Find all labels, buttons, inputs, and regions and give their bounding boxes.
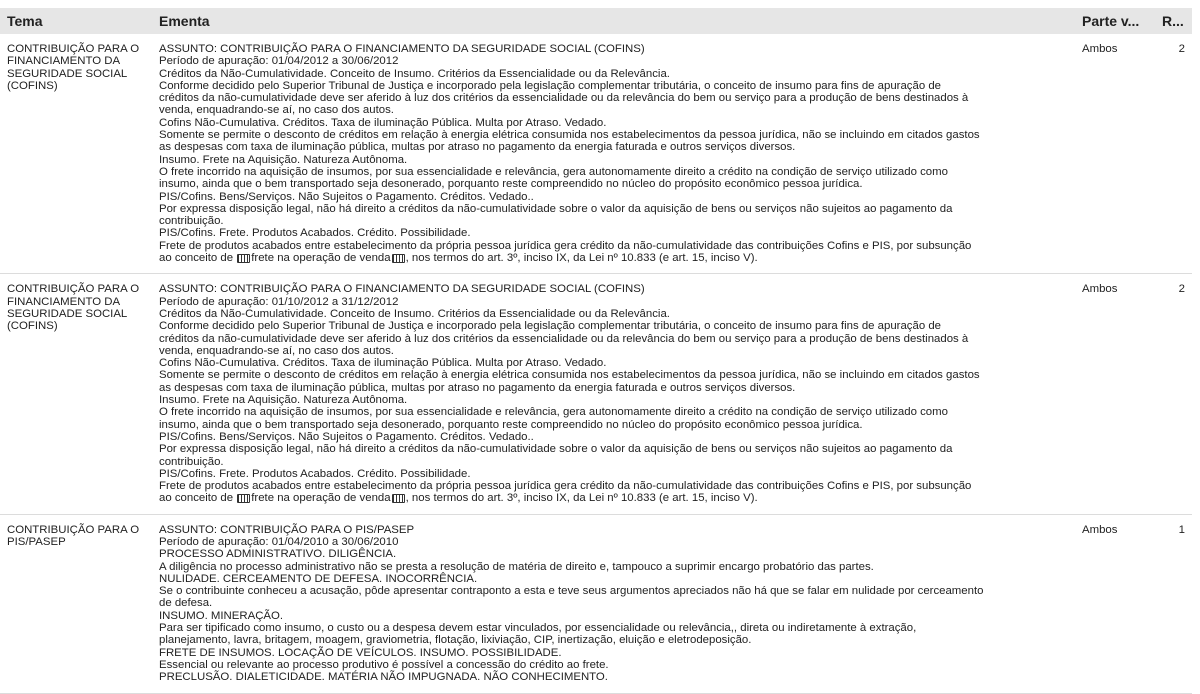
cell-ementa [152, 524, 1076, 684]
ementa-text: , nos termos do art. 3º, inciso IX, da Lei nº 10.833 (e art. 15, inciso V). [405, 492, 758, 505]
ementa-line: Período de apuração: 01/10/2012 a 31/12/2012 [159, 295, 399, 308]
table-row[interactable] [0, 515, 1192, 694]
ementa-line: créditos da não-cumulatividade deve ser aferido à luz dos critérios da essencialidade ou da relevância do bem ou serviço para a produção de bens destinados à [159, 92, 969, 105]
table-header [0, 8, 1192, 34]
table-body [0, 34, 1192, 694]
cell-parte: Ambos [1082, 283, 1118, 296]
ementa-line: Frete de produtos acabados entre estabelecimento da própria pessoa jurídica gera crédito da não-cumulatividade das contribuições Cofins e PIS, por subsunção [159, 239, 972, 252]
ementa-line: insumo, ainda que o bem transportado seja desonerado, porquanto reste compreendido no núcleo do propósito econômico pessoa jurídica. [159, 418, 863, 431]
quote-close-icon [392, 254, 405, 263]
ementa-line: as despesas com taxa de iluminação pública, multas por atraso no pagamento da energia faturada e outros serviços diversos. [159, 141, 796, 154]
ementa-line: Insumo. Frete na Aquisição. Natureza Autônoma. [159, 153, 408, 166]
ementa-text: , nos termos do art. 3º, inciso IX, da Lei nº 10.833 (e art. 15, inciso V). [405, 252, 758, 265]
cell-parte: Ambos [1082, 43, 1118, 55]
cell-r: 2 [1178, 283, 1185, 296]
ementa-line: NULIDADE. CERCEAMENTO DE DEFESA. INOCORRÊNCIA. [159, 572, 478, 585]
ementa-line: Essencial ou relevante ao processo produtivo é possível a concessão do crédito ao frete. [159, 658, 609, 671]
cell-ementa [152, 43, 1076, 264]
table-row[interactable] [0, 34, 1192, 274]
quote-close-icon [392, 494, 405, 503]
column-header-r[interactable]: R... [1162, 13, 1184, 29]
ementa-line: Cofins Não-Cumulativa. Créditos. Taxa de iluminação Pública. Multa por Atraso. Vedado. [159, 357, 607, 370]
ementa-line: Se o contribuinte conheceu a acusação, pôde apresentar contraponto a esta e teve seus argumentos apreciados não há que se falar em nulidade por cerceamento [159, 585, 984, 598]
ementa-line: insumo, ainda que o bem transportado seja desonerado, porquanto reste compreendido no núcleo do propósito econômico pessoa jurídica. [159, 178, 863, 191]
results-table [0, 8, 1192, 694]
ementa-text: frete na operação de venda [251, 252, 391, 265]
ementa-line: PIS/Cofins. Frete. Produtos Acabados. Crédito. Possibilidade. [159, 467, 471, 480]
ementa-line: Cofins Não-Cumulativa. Créditos. Taxa de iluminação Pública. Multa por Atraso. Vedado. [159, 116, 607, 129]
ementa-line: Por expressa disposição legal, não há direito a créditos da não-cumulatividade sobre o valor da aquisição de bens ou serviços não sujeitos ao pagamento da [159, 202, 953, 215]
ementa-line: Período de apuração: 01/04/2010 a 30/06/2010 [159, 535, 399, 548]
ementa-line: venda, enquadrando-se aí, no caso dos autos. [159, 344, 394, 357]
ementa-line: Créditos da Não-Cumulatividade. Conceito de Insumo. Critérios da Essencialidade ou da Relevância. [159, 307, 670, 320]
ementa-line: Conforme decidido pelo Superior Tribunal de Justiça e incorporado pela legislação complementar tributária, o conceito de insumo para fins de apuração de [159, 320, 941, 333]
ementa-line: O frete incorrido na aquisição de insumos, por sua essencialidade e relevância, gera autonomamente direito a crédito na condição de serviço utilizado como [159, 165, 948, 178]
ementa-line: A diligência no processo administrativo não se presta a resolução de matéria de direito e, tampouco a suprimir encargo probatório das partes. [159, 560, 874, 573]
ementa-line: Conforme decidido pelo Superior Tribunal de Justiça e incorporado pela legislação complementar tributária, o conceito de insumo para fins de apuração de [159, 79, 941, 92]
ementa-line: PIS/Cofins. Bens/Serviços. Não Sujeitos o Pagamento. Créditos. Vedado.. [159, 190, 534, 203]
ementa-line: FRETE DE INSUMOS. LOCAÇÃO DE VEÍCULOS. INSUMO. POSSIBILIDADE. [159, 646, 562, 659]
ementa-line [159, 252, 1066, 264]
column-header-ementa[interactable]: Ementa [159, 13, 210, 29]
cell-ementa [152, 283, 1076, 504]
cell-parte: Ambos [1082, 523, 1118, 536]
ementa-line: PIS/Cofins. Bens/Serviços. Não Sujeitos o Pagamento. Créditos. Vedado.. [159, 430, 534, 443]
ementa-line: ASSUNTO: CONTRIBUIÇÃO PARA O FINANCIAMENTO DA SEGURIDADE SOCIAL (COFINS) [159, 43, 645, 55]
ementa-text: frete na operação de venda [251, 492, 391, 505]
ementa-text: ao conceito de [159, 492, 237, 505]
ementa-line: PROCESSO ADMINISTRATIVO. DILIGÊNCIA. [159, 548, 397, 561]
ementa-line: ASSUNTO: CONTRIBUIÇÃO PARA O PIS/PASEP [159, 523, 415, 536]
ementa-line: ASSUNTO: CONTRIBUIÇÃO PARA O FINANCIAMENTO DA SEGURIDADE SOCIAL (COFINS) [159, 283, 645, 296]
ementa-text: ao conceito de [159, 252, 237, 265]
column-header-tema[interactable]: Tema [7, 13, 43, 29]
quote-open-icon [237, 494, 250, 503]
ementa-line: Frete de produtos acabados entre estabelecimento da própria pessoa jurídica gera crédito da não-cumulatividade das contribuições Cofins e PIS, por subsunção [159, 480, 972, 493]
table-row[interactable] [0, 274, 1192, 514]
ementa-line: INSUMO. MINERAÇÃO. [159, 609, 284, 622]
ementa-line: PRECLUSÃO. DIALETICIDADE. MATÉRIA NÃO IMPUGNADA. NÃO CONHECIMENTO. [159, 671, 608, 684]
cell-tema: CONTRIBUIÇÃO PARA O PIS/PASEP [7, 523, 140, 548]
ementa-line: contribuição. [159, 455, 224, 468]
ementa-line: venda, enquadrando-se aí, no caso dos autos. [159, 104, 394, 117]
ementa-line: de defesa. [159, 597, 213, 610]
ementa-line: planejamento, lavra, britagem, moagem, graviometria, flotação, lixiviação, CIP, inertização, eluição e eletrodeposição. [159, 634, 752, 647]
cell-r: 2 [1178, 43, 1185, 55]
cell-r: 1 [1178, 523, 1185, 536]
ementa-line: créditos da não-cumulatividade deve ser aferido à luz dos critérios da essencialidade ou da relevância do bem ou serviço para a produção de bens destinados à [159, 332, 969, 345]
column-header-parte[interactable]: Parte v... [1082, 13, 1140, 29]
ementa-line: PIS/Cofins. Frete. Produtos Acabados. Crédito. Possibilidade. [159, 227, 471, 240]
ementa-line [159, 492, 1066, 504]
ementa-line: as despesas com taxa de iluminação pública, multas por atraso no pagamento da energia faturada e outros serviços diversos. [159, 381, 796, 394]
ementa-line: Somente se permite o desconto de créditos em relação à energia elétrica consumida nos estabelecimentos da pessoa jurídica, não se incluindo em citados gastos [159, 129, 980, 142]
ementa-line: Por expressa disposição legal, não há direito a créditos da não-cumulatividade sobre o valor da aquisição de bens ou serviços não sujeitos ao pagamento da [159, 443, 953, 456]
ementa-line: Para ser tipificado como insumo, o custo ou a despesa devem estar vinculados, por essencialidade ou relevância,, direta ou indiretamente à extração, [159, 622, 917, 635]
quote-open-icon [237, 254, 250, 263]
cell-tema: CONTRIBUIÇÃO PARA O FINANCIAMENTO DA SEGURIDADE SOCIAL (COFINS) [7, 283, 140, 333]
ementa-line: Período de apuração: 01/04/2012 a 30/06/2012 [159, 55, 399, 68]
ementa-line: Somente se permite o desconto de créditos em relação à energia elétrica consumida nos estabelecimentos da pessoa jurídica, não se incluindo em citados gastos [159, 369, 980, 382]
ementa-line: contribuição. [159, 215, 224, 228]
ementa-line: Créditos da Não-Cumulatividade. Conceito de Insumo. Critérios da Essencialidade ou da Relevância. [159, 67, 670, 80]
ementa-line: Insumo. Frete na Aquisição. Natureza Autônoma. [159, 394, 408, 407]
ementa-line: O frete incorrido na aquisição de insumos, por sua essencialidade e relevância, gera autonomamente direito a crédito na condição de serviço utilizado como [159, 406, 948, 419]
cell-tema: CONTRIBUIÇÃO PARA O FINANCIAMENTO DA SEGURIDADE SOCIAL (COFINS) [7, 43, 140, 92]
